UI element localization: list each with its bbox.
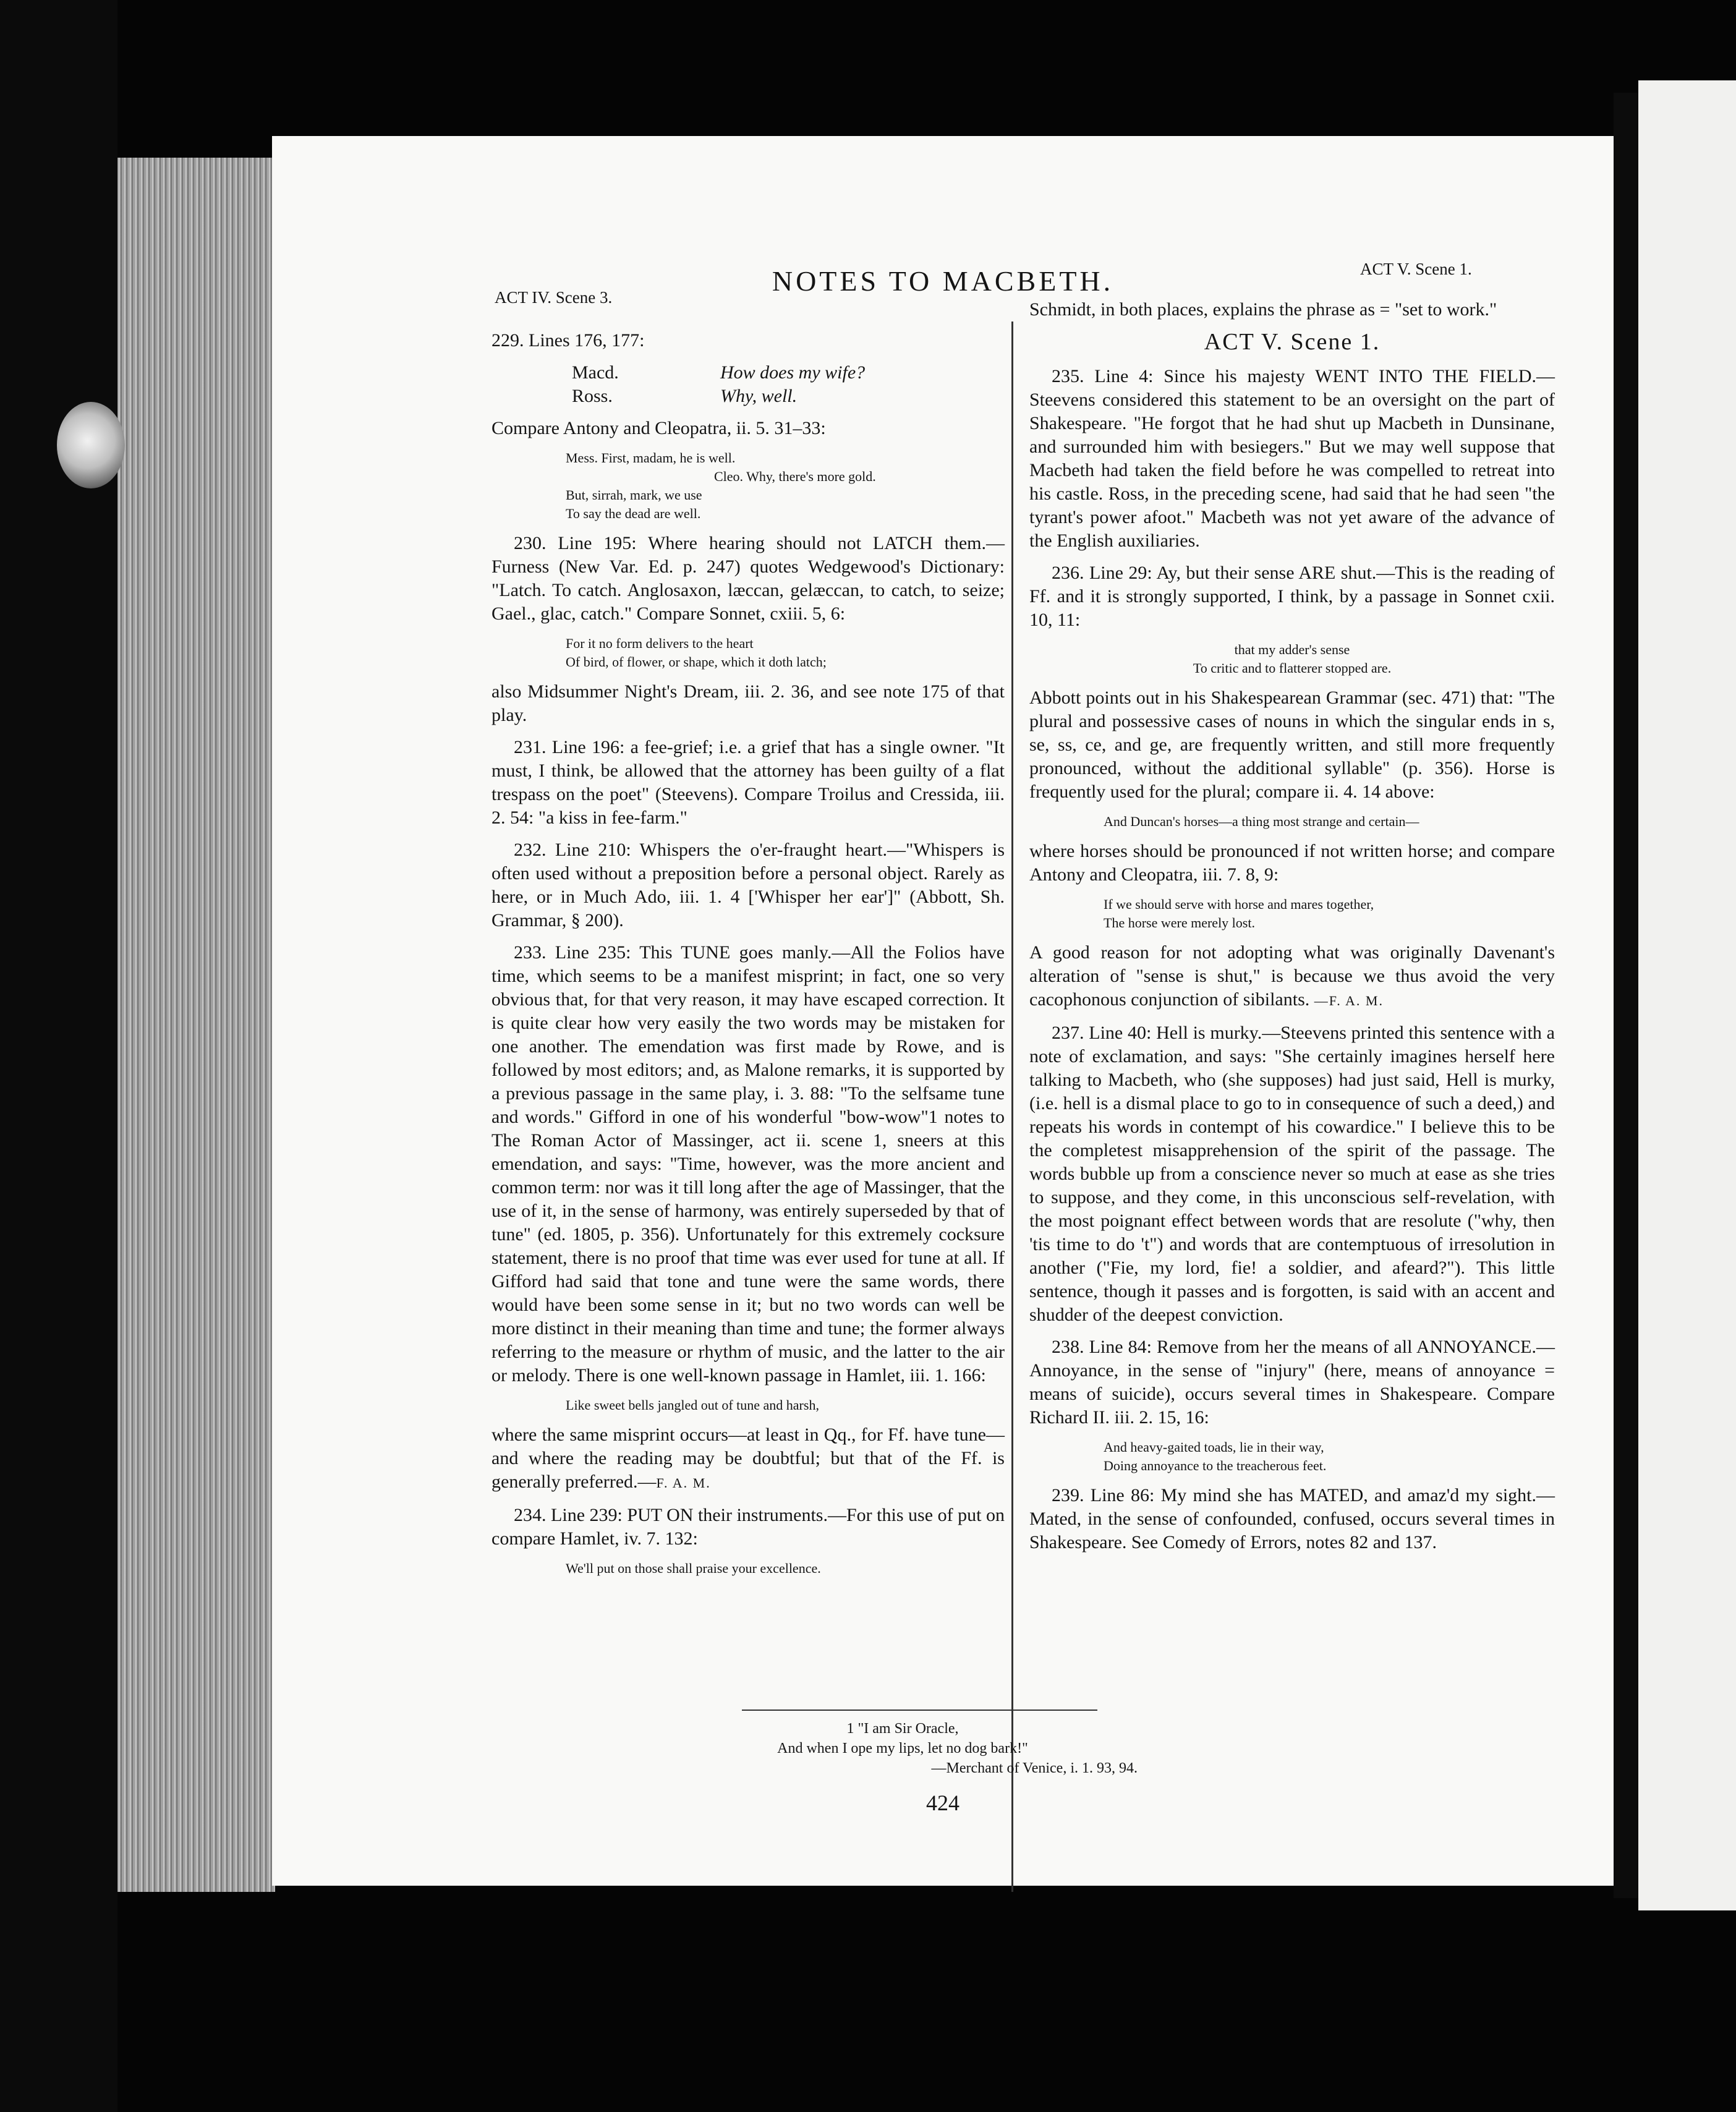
note-236-b: Abbott points out in his Shakespearean Grammar (sec. 471) that: "The plural and possessive cases of nouns in which the singular ends in s, se, ss, ce, and ge, are frequently written, and still more frequently pronounced, without the additional syllable" (p. 356). Horse is frequently used for the plural; compare ii. 4. 14 above: (1029, 688, 1555, 802)
block-quote (1029, 895, 1555, 932)
running-head-left: ACT IV. Scene 3. (495, 288, 613, 307)
note-239: 239. Line 86: My mind she has MATED, and amaz'd my sight.—Mated, in the sense of confounded, confused, occurs several times in Shakespeare. See Comedy of Errors, notes 82 and 137. (1029, 1485, 1555, 1552)
right-column (1029, 298, 1555, 1563)
footnote-line: And when I ope my lips, let no dog bark!" (777, 1740, 1028, 1756)
running-head-right: ACT V. Scene 1. (1360, 260, 1472, 278)
speech-text: How does my wife? (720, 362, 866, 383)
block-quote (1029, 812, 1555, 831)
quote-line: The horse were merely lost. (1104, 915, 1255, 930)
book-page-edges (117, 158, 275, 1892)
note-229-head: 229. Lines 176, 177: (491, 330, 645, 351)
block-quote (491, 1396, 1005, 1415)
signature: —F. A. M. (1314, 993, 1384, 1008)
note-229-compare: Compare Antony and Cleopatra, ii. 5. 31–33: (491, 418, 826, 438)
block-quote (1029, 1438, 1555, 1475)
block-quote (1029, 641, 1555, 678)
next-page-edge (1638, 80, 1736, 1910)
dark-background (0, 0, 117, 2112)
note-233-end (491, 1423, 1005, 1495)
quote-line: And Duncan's horses—a thing most strange and certain— (1104, 814, 1419, 829)
block-quote (491, 1559, 1005, 1578)
speaker-name: Ross. (572, 386, 613, 406)
footnote-line: 1 "I am Sir Oracle, (846, 1721, 959, 1737)
footnote-line: —Merchant of Venice, i. 1. 93, 94. (931, 1760, 1138, 1776)
note-236-d (1029, 941, 1555, 1013)
note-236: 236. Line 29: Ay, but their sense ARE shut.—This is the reading of Ff. and it is strongly supported, I think, by a passage in Sonnet cxii. 10, 11: (1029, 563, 1555, 630)
library-seal (57, 402, 125, 488)
speaker-name: Macd. (572, 362, 619, 383)
book-binding (1614, 93, 1638, 1898)
note-234: 234. Line 239: PUT ON their instruments.—For this use of put on compare Hamlet, iv. 7. 132: (491, 1505, 1005, 1549)
block-quote (491, 634, 1005, 671)
left-column (491, 329, 1005, 1586)
book-page (272, 136, 1614, 1886)
note-231: 231. Line 196: a fee-grief; i.e. a grief that has a single owner. "It must, I think, be allowed that the attorney has been guilty of a flat trespass on the poet" (Steevens). Compare Troilus and Cressida, iii. 2. 54: "a kiss in fee-farm." (491, 737, 1005, 828)
quote-line: To critic and to flatterer stopped are. (1193, 660, 1392, 676)
quote-line: Cleo. Why, there's more gold. (714, 469, 876, 484)
column-rule (1011, 321, 1013, 1892)
note-232: 232. Line 210: Whispers the o'er-fraught heart.—"Whispers is often used without a preposition before a personal object. Rarely as here, or in Much Ado, iii. 1. 4 ['Whisper her ear']" (Abbott, Sh. Grammar, § 200). (491, 840, 1005, 930)
continued-text: Schmidt, in both places, explains the phrase as = "set to work." (1029, 299, 1497, 320)
quote-line: For it no form delivers to the heart (566, 636, 754, 651)
signature: F. A. M. (656, 1475, 711, 1491)
quote-line (572, 361, 1005, 385)
quote-line (572, 385, 1005, 408)
quote-line: Like sweet bells jangled out of tune and harsh, (566, 1397, 819, 1413)
speech-text: Why, well. (720, 386, 798, 406)
act-heading: ACT V. Scene 1. (1204, 329, 1381, 355)
quote-line: We'll put on those shall praise your excellence. (566, 1561, 821, 1576)
note-233: 233. Line 235: This TUNE goes manly.—All the Folios have time, which seems to be a manifest misprint; in fact, one so very obvious that, for that very reason, it may have escaped correction. It is quite clear how very easily the two words may be mistaken for one another. The emendation was first made by Rowe, and is followed by most editors; and, as Malone remarks, it is supported by a previous passage in the same play, i. 3. 88: "To the selfsame tune and words." Gifford in one of his wonderful "bow-wow"1 notes to The Roman Actor of Massinger, act ii. scene 1, sneers at this emendation, and says: "Time, however, was the more ancient and common term: nor was it till long after the age of Massinger, that the use of it, in the sense of harmony, was entirely superseded by that of tune" (ed. 1805, p. 356). Unfortunately for this extremely cocksure statement, there is no proof that time was ever used for tune at all. If Gifford had said that tone and tune were the same words, there would have been some sense in it; but no two words can well be more distinct in their meaning than time and tune; the former always referring to the measure or rhythm of music, and the latter to the air or melody. There is one well-known passage in Hamlet, iii. 1. 166: (491, 942, 1005, 1386)
quote-line: Doing annoyance to the treacherous feet. (1104, 1458, 1327, 1473)
footnote (668, 1719, 1138, 1778)
footnote-rule (742, 1710, 1097, 1711)
quote-line: And heavy-gaited toads, lie in their way, (1104, 1439, 1324, 1455)
quote-line: To say the dead are well. (566, 506, 701, 521)
note-233-end-text: where the same misprint occurs—at least in Qq., for Ff. have tune—and where the reading may be doubtful; but that of the Ff. is generally preferred.— (491, 1424, 1005, 1492)
quote-line: If we should serve with horse and mares together, (1104, 896, 1374, 912)
note-235: 235. Line 4: Since his majesty WENT INTO THE FIELD.—Steevens considered this statement to be an oversight on the part of Shakespeare. "He forgot that he had shut up Macbeth in Dunsinane, and surrounded him with besiegers." But we may well suppose that Macbeth had taken the field before he was compelled to retreat into his castle. Ross, in the preceding scene, had said that he had seen "the tyrant's power afoot." Macbeth was not yet aware of the advance of the English auxiliaries. (1029, 366, 1555, 551)
quote-line: Of bird, of flower, or shape, which it doth latch; (566, 654, 827, 670)
note-230-end: also Midsummer Night's Dream, iii. 2. 36, and see note 175 of that play. (491, 681, 1005, 725)
block-quote (491, 449, 1005, 523)
page-number: 424 (926, 1791, 959, 1815)
quote-line: Mess. First, madam, he is well. (566, 450, 736, 466)
page-title: NOTES TO MACBETH. (772, 265, 1114, 297)
note-237: 237. Line 40: Hell is murky.—Steevens printed this sentence with a note of exclamation, and says: "She certainly imagines herself here talking to Macbeth, who (she supposes) had just said, Hell is murky, (i.e. hell is a dismal place to go to in consequence of such a deed,) and repeats his words in contempt of his cowardice." I believe this to be the completest misapprehension of the spirit of the passage. The words bubble up from a conscience never so much at ease as she tries to suppose, and they come, in this unconscious self-revelation, with the most poignant effect between words that are resolute ("why, then 'tis time to do 't") and words that are contemptuous of irresolution in another ("Fie, my lord, fie! a soldier, and afeard?"). This little sentence, though it passes and is forgotten, is said with an accent and shudder of the deepest conviction. (1029, 1023, 1555, 1325)
quote-line: that my adder's sense (1234, 642, 1350, 657)
note-236-c: where horses should be pronounced if not written horse; and compare Antony and Cleopatra, iii. 7. 8, 9: (1029, 841, 1555, 885)
note-230: 230. Line 195: Where hearing should not LATCH them.—Furness (New Var. Ed. p. 247) quotes Wedgewood's Dictionary: "Latch. To catch. Anglosaxon, læccan, gelæccan, to catch, to seize; Gael., glac, catch." Compare Sonnet, cxiii. 5, 6: (491, 533, 1005, 624)
quote-line: But, sirrah, mark, we use (566, 487, 702, 503)
note-236-d-text: A good reason for not adopting what was originally Davenant's alteration of "sense is shut," is because we thus avoid the very cacophonous conjunction of sibilants. (1029, 942, 1555, 1010)
note-238: 238. Line 84: Remove from her the means of all ANNOYANCE.—Annoyance, in the sense of "injury" (here, means of annoyance = means of suicide), occurs several times in Shakespeare. Compare Richard II. iii. 2. 15, 16: (1029, 1337, 1555, 1428)
